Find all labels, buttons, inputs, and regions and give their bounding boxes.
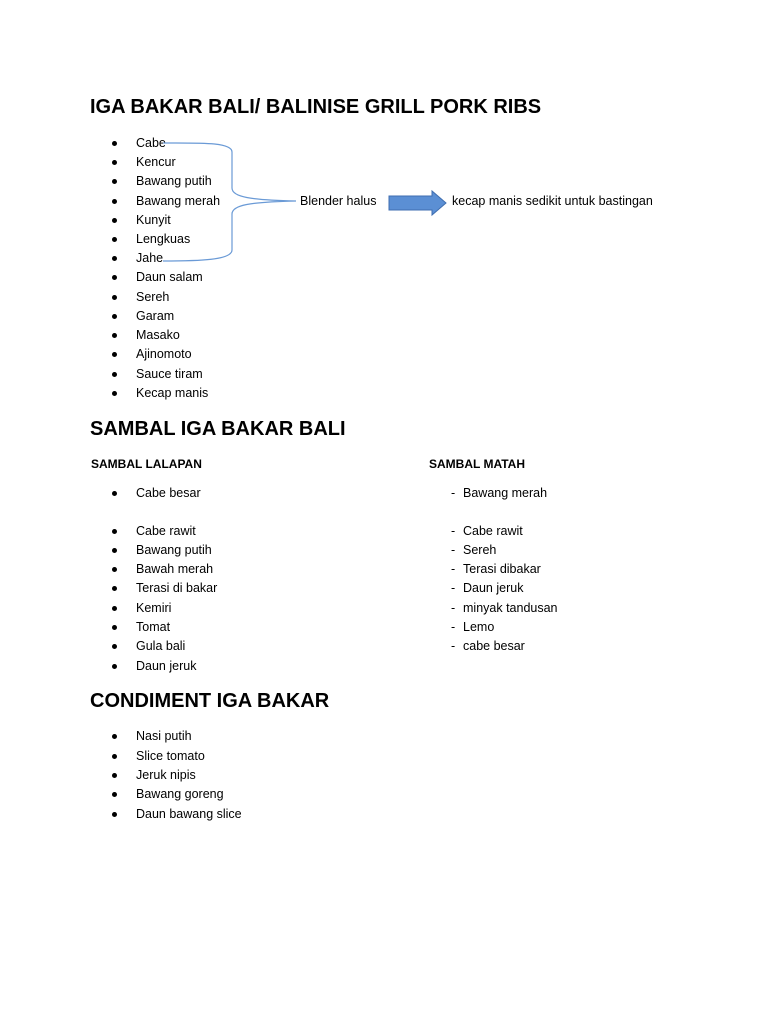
bullet-icon bbox=[112, 529, 117, 534]
curly-brace-icon bbox=[163, 143, 296, 261]
section1-title: IGA BAKAR BALI/ BALINISE GRILL PORK RIBS bbox=[90, 96, 542, 118]
bullet-icon bbox=[112, 606, 117, 611]
bullet-icon bbox=[112, 812, 117, 817]
bullet-icon bbox=[112, 664, 117, 669]
right-arrow-icon bbox=[389, 191, 446, 215]
bullet-icon bbox=[112, 792, 117, 797]
bullet-icon bbox=[112, 754, 117, 759]
blender-label: Blender halus bbox=[300, 194, 377, 208]
bullet-icon bbox=[112, 625, 117, 630]
bullet-icon bbox=[112, 586, 117, 591]
section3-title: CONDIMENT IGA BAKAR bbox=[90, 690, 330, 712]
sambal-matah-heading: SAMBAL MATAH bbox=[429, 457, 525, 471]
section2-title: SAMBAL IGA BAKAR BALI bbox=[90, 418, 346, 440]
bullet-icon bbox=[112, 773, 117, 778]
bullet-icon bbox=[112, 567, 117, 572]
document-page: IGA BAKAR BALI/ BALINISE GRILL PORK RIBS Cabe Kencur Bawang putih Bawang merah Kunyit Lengkuas Jahe Daun salam Sereh Garam Masako Ajinomoto Sauce tiram Kecap manis Blender halus kecap manis sedikit untuk bastingan SAMBAL IGA BAKAR BALI SAMBAL LALAPAN SAMBAL MATAH Cabe besar Cabe rawit Bawang putih Bawah merah Terasi di bakar Kemiri Tomat Gula bali Daun jeruk - Bawang merah - Cabe rawit - Sereh - Terasi dibakar - Daun jeruk - minyak tandusan - Lemo - cabe besar CONDIMENT IGA BAKAR Nasi putih Slice tomato Jeruk nipis Bawang goreng Daun bawang slice bbox=[0, 0, 768, 1024]
bullet-icon bbox=[112, 644, 117, 649]
bullet-icon bbox=[112, 548, 117, 553]
sambal-lalapan-heading: SAMBAL LALAPAN bbox=[91, 457, 202, 471]
bullet-icon bbox=[112, 734, 117, 739]
bullet-icon bbox=[112, 491, 117, 496]
result-label: kecap manis sedikit untuk bastingan bbox=[452, 194, 653, 208]
